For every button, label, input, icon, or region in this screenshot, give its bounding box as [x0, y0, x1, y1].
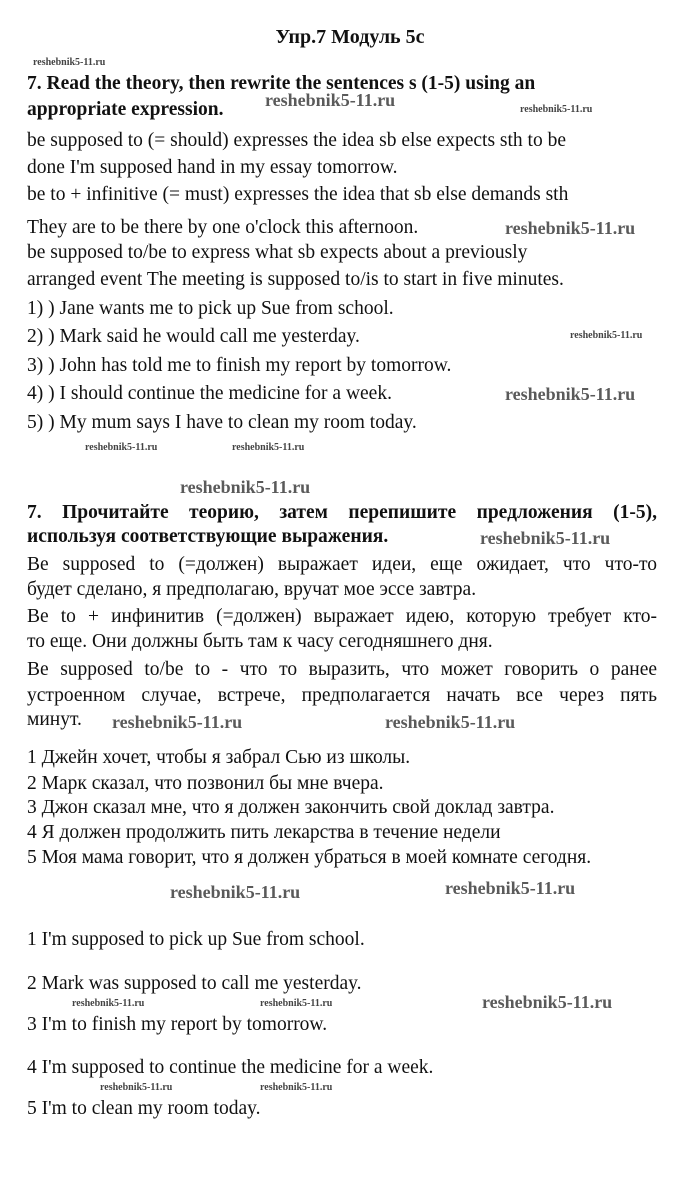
- watermark: reshebnik5-11.ru: [260, 1082, 333, 1093]
- watermark: reshebnik5-11.ru: [570, 330, 643, 341]
- sentence-item: 5) ) My mum says I have to clean my room today.: [27, 412, 417, 433]
- watermark: reshebnik5-11.ru: [85, 442, 158, 453]
- theory-line-ru: минут.: [27, 709, 82, 730]
- theory-line-ru: устроенном случае, встрече, предполагается начать все через пять: [27, 685, 657, 706]
- watermark: reshebnik5-11.ru: [445, 878, 576, 898]
- answer-item: 3 I'm to finish my report by tomorrow.: [27, 1014, 328, 1035]
- theory-line: arranged event The meeting is supposed to/is to start in five minutes.: [27, 269, 564, 290]
- sentence-item-ru: 5 Моя мама говорит, что я должен убраться в моей комнате сегодня.: [27, 847, 592, 868]
- answer-item: 5 I'm to clean my room today.: [27, 1098, 261, 1119]
- watermark: reshebnik5-11.ru: [100, 1082, 173, 1093]
- watermark: reshebnik5-11.ru: [72, 998, 145, 1009]
- watermark: reshebnik5-11.ru: [112, 712, 243, 732]
- exercise-heading-ru: используя соответствующие выражения.: [27, 526, 389, 547]
- theory-line: be supposed to/be to express what sb expects about a previously: [27, 242, 528, 263]
- sentence-item-ru: 3 Джон сказал мне, что я должен закончить свой доклад завтра.: [27, 797, 555, 818]
- exercise-heading-ru: 7. Прочитайте теорию, затем перепишите предложения (1-5),: [27, 502, 657, 523]
- sentence-item: 1) ) Jane wants me to pick up Sue from school.: [27, 298, 394, 319]
- watermark: reshebnik5-11.ru: [385, 712, 516, 732]
- watermark: reshebnik5-11.ru: [260, 998, 333, 1009]
- sentence-item: 4) ) I should continue the medicine for a week.: [27, 383, 392, 404]
- watermark: reshebnik5-11.ru: [482, 992, 613, 1012]
- watermark: reshebnik5-11.ru: [265, 90, 396, 110]
- theory-line-ru: Be to + инфинитив (=должен) выражает идею, которую требует кто-: [27, 606, 657, 627]
- theory-line: be to + infinitive (= must) expresses the idea that sb else demands sth: [27, 184, 569, 205]
- sentence-item-ru: 1 Джейн хочет, чтобы я забрал Сью из школы.: [27, 747, 411, 768]
- page-title: Упр.7 Модуль 5с: [275, 26, 425, 48]
- theory-line-ru: то еще. Они должны быть там к часу сегодняшнего дня.: [27, 631, 493, 652]
- answer-item: 4 I'm supposed to continue the medicine for a week.: [27, 1057, 434, 1078]
- watermark: reshebnik5-11.ru: [505, 384, 636, 404]
- watermark: reshebnik5-11.ru: [180, 477, 311, 497]
- exercise-heading-en: appropriate expression.: [27, 99, 224, 120]
- sentence-item-ru: 4 Я должен продолжить пить лекарства в течение недели: [27, 822, 501, 843]
- watermark: reshebnik5-11.ru: [505, 218, 636, 238]
- theory-line: be supposed to (= should) expresses the idea sb else expects sth to be: [27, 130, 567, 151]
- theory-line: done I'm supposed hand in my essay tomorrow.: [27, 157, 398, 178]
- sentence-item: 2) ) Mark said he would call me yesterday.: [27, 326, 360, 347]
- answer-item: 2 Mark was supposed to call me yesterday.: [27, 973, 362, 994]
- watermark: reshebnik5-11.ru: [480, 528, 611, 548]
- watermark: reshebnik5-11.ru: [520, 104, 593, 115]
- theory-line-ru: Be supposed to/be to - что то выразить, что может говорить о ранее: [27, 659, 657, 680]
- theory-line: They are to be there by one o'clock this afternoon.: [27, 217, 419, 238]
- theory-line-ru: будет сделано, я предполагаю, вручат мое эссе завтра.: [27, 579, 477, 600]
- answer-item: 1 I'm supposed to pick up Sue from school.: [27, 929, 365, 950]
- sentence-item-ru: 2 Марк сказал, что позвонил бы мне вчера.: [27, 773, 384, 794]
- watermark: reshebnik5-11.ru: [170, 882, 301, 902]
- watermark: reshebnik5-11.ru: [232, 442, 305, 453]
- theory-line-ru: Be supposed to (=должен) выражает идеи, еще ожидает, что что-то: [27, 554, 657, 575]
- watermark: reshebnik5-11.ru: [33, 57, 106, 68]
- sentence-item: 3) ) John has told me to finish my report by tomorrow.: [27, 355, 452, 376]
- exercise-heading-en: 7. Read the theory, then rewrite the sentences s (1-5) using an: [27, 73, 536, 94]
